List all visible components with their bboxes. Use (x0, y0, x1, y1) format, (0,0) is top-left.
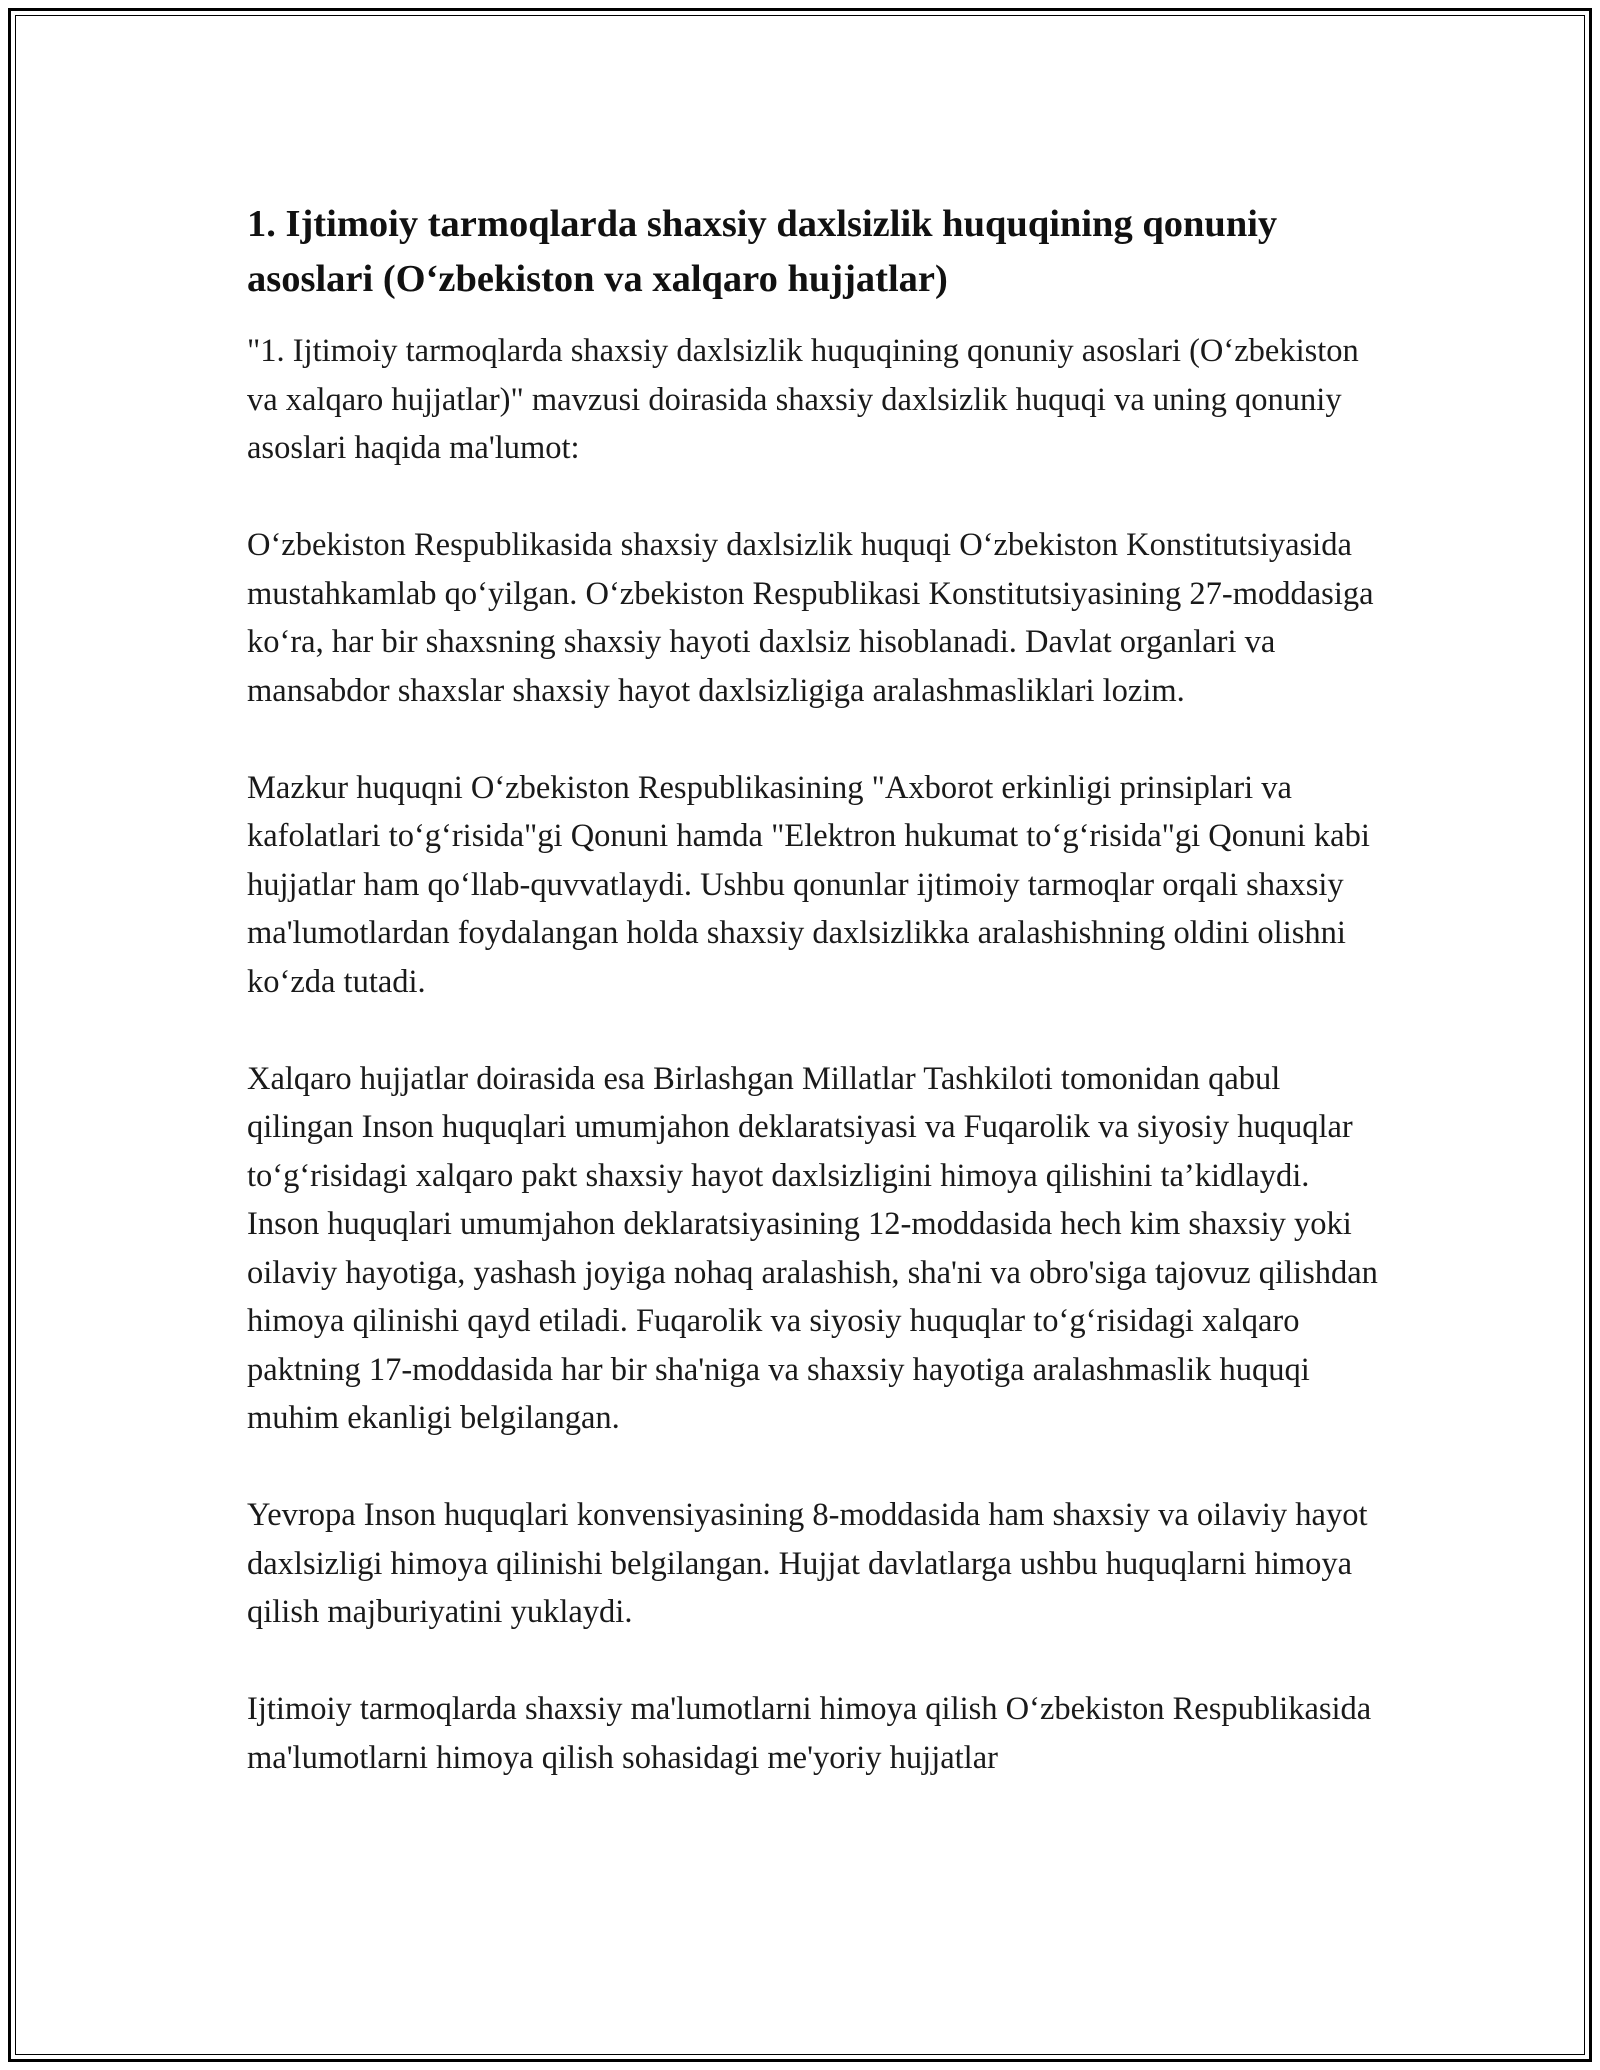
paragraph-data-protection: Ijtimoiy tarmoqlarda shaxsiy ma'lumotlarni himoya qilish O‘zbekiston Respublikasida ma'lumotlarni himoya qilish sohasidagi me'yoriy hujjatlar (247, 1691, 1372, 1776)
paragraph-intro: "1. Ijtimoiy tarmoqlarda shaxsiy daxlsizlik huquqining qonuniy asoslari (O‘zbekiston va xalqaro hujjatlar)" mavzusi doirasida shaxsiy daxlsizlik huquqi va uning qonuniy asoslari haqida ma'lumot: (247, 333, 1359, 466)
document-body (247, 197, 1387, 1831)
paragraph-european-convention: Yevropa Inson huquqlari konvensiyasining 8-moddasida ham shaxsiy va oilaviy hayot daxlsizligi himoya qilinishi belgilangan. Hujjat davlatlarga ushbu huquqlarni himoya qilish majburiyatini yuklaydi. (247, 1497, 1368, 1630)
document-heading: 1. Ijtimoiy tarmoqlarda shaxsiy daxlsizlik huquqining qonuniy asoslari (O‘zbekiston va xalqaro hujjatlar) (247, 203, 1278, 300)
paragraph-national-laws: Mazkur huquqni O‘zbekiston Respublikasining "Axborot erkinligi prinsiplari va kafolatlari to‘g‘risida"gi Qonuni hamda "Elektron hukumat to‘g‘risida"gi Qonuni kabi hujjatlar ham qo‘llab-quvvatlaydi. Ushbu qonunlar ijtimoiy tarmoqlar orqali shaxsiy ma'lumotlardan foydalangan holda shaxsiy daxlsizlikka aralashishning oldini olishni ko‘zda tutadi. (247, 769, 1370, 1000)
paragraph-constitution: O‘zbekiston Respublikasida shaxsiy daxlsizlik huquqi O‘zbekiston Konstitutsiyasida mustahkamlab qo‘yilgan. O‘zbekiston Respublikasi Konstitutsiyasining 27-moddasiga ko‘ra, har bir shaxsning shaxsiy hayoti daxlsiz hisoblanadi. Davlat organlari va mansabdor shaxslar shaxsiy hayot daxlsizligiga aralashmasliklari lozim. (247, 527, 1374, 709)
paragraph-international-documents: Xalqaro hujjatlar doirasida esa Birlashgan Millatlar Tashkiloti tomonidan qabul qilingan Inson huquqlari umumjahon deklaratsiyasi va Fuqarolik va siyosiy huquqlar to‘g‘risidagi xalqaro pakt shaxsiy hayot daxlsizligini himoya qilishini ta’kidlaydi. Inson huquqlari umumjahon deklaratsiyasining 12-moddasida hech kim shaxsiy yoki oilaviy hayotiga, yashash joyiga nohaq aralashish, sha'ni va obro'siga tajovuz qilishdan himoya qilinishi qayd etiladi. Fuqarolik va siyosiy huquqlar to‘g‘risidagi xalqaro paktning 17-moddasida har bir sha'niga va shaxsiy hayotiga aralashmaslik huquqi muhim ekanligi belgilangan. (247, 1060, 1378, 1436)
page-frame (8, 8, 1592, 2062)
